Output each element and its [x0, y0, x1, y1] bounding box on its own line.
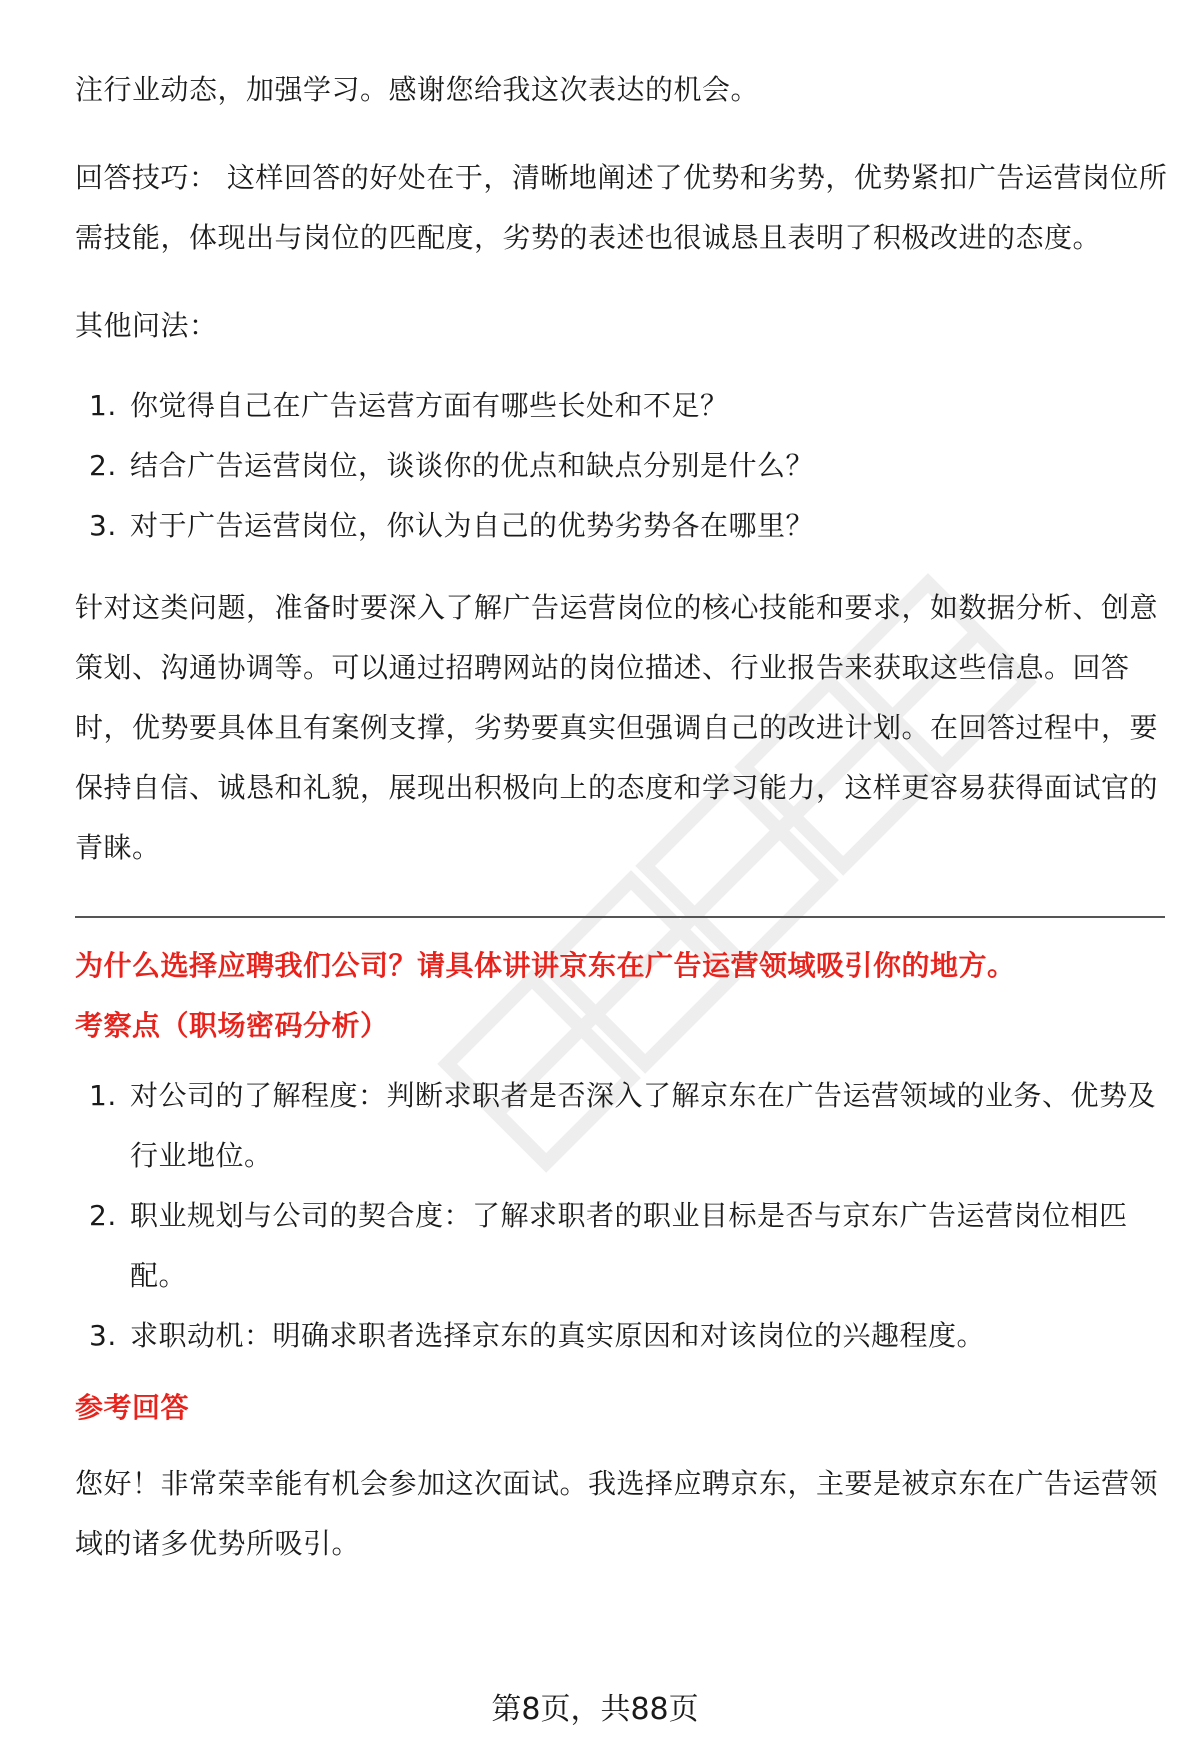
page-number-footer: 第8页，共88页 — [491, 1692, 699, 1727]
list-text: 求职动机：明确求职者选择京东的真实原因和对该岗位的兴趣程度。 — [130, 1319, 986, 1352]
answer-tip: 回答技巧： 这样回答的好处在于，清晰地阐述了优势和劣势，优势紧扣广告运营岗位所需技能，体现出与岗位的匹配度，劣势的表述也很诚恳且表明了积极改进的态度。 — [75, 161, 1168, 254]
list-number: 3. — [89, 509, 117, 542]
advice-paragraph: 针对这类问题，准备时要深入了解广告运营岗位的核心技能和要求，如数据分析、创意策划、沟通协调等。可以通过招聘网站的岗位描述、行业报告来获取这些信息。回答时，优势要具体且有案例支撑，劣势要真实但强调自己的改进计划。在回答过程中，要保持自信、诚恳和礼貌，展现出积极向上的态度和学习能力，这样更容易获得面试官的青睐。 — [75, 591, 1159, 864]
list-text: 你觉得自己在广告运营方面有哪些长处和不足？ — [130, 389, 729, 422]
list-number: 2. — [89, 449, 117, 482]
other-questions-list — [75, 376, 1175, 556]
list-text: 对公司的了解程度：判断求职者是否深入了解京东在广告运营领域的业务、优势及行业地位。 — [130, 1079, 1157, 1172]
list-number: 1. — [89, 1079, 117, 1112]
list-number: 3. — [89, 1319, 117, 1352]
points-heading: 考察点（职场密码分析） — [75, 1009, 389, 1042]
document-page — [75, 60, 1175, 1574]
question-title: 为什么选择应聘我们公司？请具体讲讲京东在广告运营领域吸引你的地方。 — [75, 949, 1016, 982]
reference-answer-heading: 参考回答 — [75, 1391, 190, 1424]
evaluation-points-list — [75, 1066, 1175, 1366]
list-number: 1. — [89, 389, 117, 422]
list-item — [75, 1306, 1175, 1366]
list-text: 结合广告运营岗位，谈谈你的优点和缺点分别是什么？ — [130, 449, 815, 482]
list-item — [75, 1186, 1175, 1306]
section-divider — [75, 916, 1165, 918]
reference-answer-text: 您好！非常荣幸能有机会参加这次面试。我选择应聘京东，主要是被京东在广告运营领域的诸多优势所吸引。 — [75, 1467, 1159, 1560]
intro-line: 注行业动态，加强学习。感谢您给我这次表达的机会。 — [75, 73, 760, 106]
list-text: 职业规划与公司的契合度：了解求职者的职业目标是否与京东广告运营岗位相匹配。 — [130, 1199, 1128, 1292]
list-item — [75, 496, 1175, 556]
other-questions-heading: 其他问法： — [75, 309, 218, 342]
list-item — [75, 1066, 1175, 1186]
list-number: 2. — [89, 1199, 117, 1232]
list-item — [75, 436, 1175, 496]
list-text: 对于广告运营岗位，你认为自己的优势劣势各在哪里？ — [130, 509, 815, 542]
list-item — [75, 376, 1175, 436]
